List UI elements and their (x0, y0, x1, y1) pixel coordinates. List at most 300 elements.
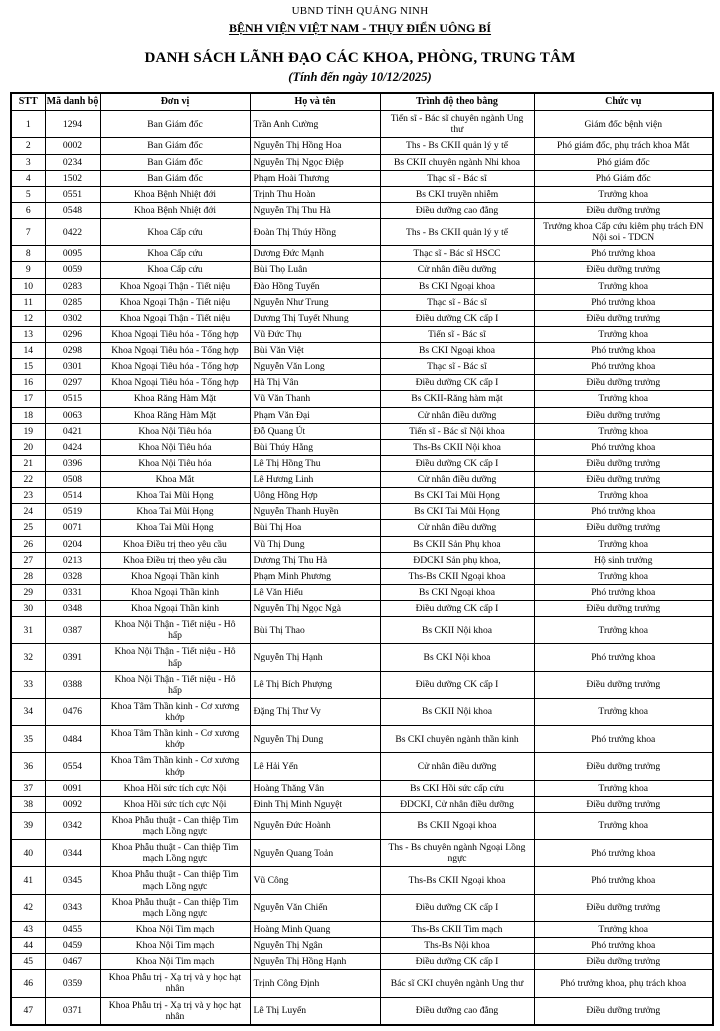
table-body (11, 111, 713, 1025)
cell-ho-va-ten: Đoàn Thị Thúy Hồng (250, 219, 380, 246)
table-row (11, 671, 713, 698)
table-row (11, 840, 713, 867)
cell-trinh-do: Ths-Bs CKII Ngoại khoa (380, 867, 534, 894)
cell-stt: 29 (11, 584, 45, 600)
cell-don-vi: Khoa Nội Thận - Tiết niệu - Hô hấp (100, 644, 250, 671)
cell-stt: 43 (11, 921, 45, 937)
table-row (11, 970, 713, 997)
cell-don-vi: Ban Giám đốc (100, 111, 250, 138)
cell-don-vi: Khoa Ngoại Thận - Tiết niệu (100, 278, 250, 294)
cell-chuc-vu: Điều dưỡng trưởng (534, 796, 713, 812)
page-subtitle: (Tính đến ngày 10/12/2025) (288, 69, 432, 84)
cell-ma-danh-bo: 0204 (45, 536, 100, 552)
table-row (11, 391, 713, 407)
cell-ho-va-ten: Bùi Văn Việt (250, 343, 380, 359)
cell-don-vi: Khoa Điều trị theo yêu cầu (100, 552, 250, 568)
table-row (11, 938, 713, 954)
page-title: DANH SÁCH LÃNH ĐẠO CÁC KHOA, PHÒNG, TRUNG TÂM (144, 49, 576, 66)
cell-ho-va-ten: Nguyễn Quang Toản (250, 840, 380, 867)
table-row (11, 568, 713, 584)
table-row (11, 138, 713, 154)
cell-trinh-do: Thạc sĩ - Bác sĩ HSCC (380, 246, 534, 262)
cell-ho-va-ten: Đỗ Quang Út (250, 423, 380, 439)
cell-trinh-do: Ths-Bs CKII Ngoại khoa (380, 568, 534, 584)
cell-stt: 31 (11, 617, 45, 644)
cell-stt: 42 (11, 894, 45, 921)
cell-trinh-do: Cử nhân điều dưỡng (380, 520, 534, 536)
cell-ho-va-ten: Lê Hương Linh (250, 472, 380, 488)
cell-chuc-vu: Điều dưỡng trưởng (534, 601, 713, 617)
cell-stt: 15 (11, 359, 45, 375)
cell-don-vi: Khoa Điều trị theo yêu cầu (100, 536, 250, 552)
cell-ho-va-ten: Đặng Thị Thư Vy (250, 698, 380, 725)
cell-ho-va-ten: Lê Văn Hiếu (250, 584, 380, 600)
cell-don-vi: Khoa Nội Tim mạch (100, 954, 250, 970)
cell-don-vi: Khoa Phẫu thuật - Can thiệp Tim mạch Lồng ngực (100, 867, 250, 894)
table-row (11, 894, 713, 921)
cell-ho-va-ten: Hoàng Thăng Vân (250, 780, 380, 796)
cell-don-vi: Khoa Ngoại Tiêu hóa - Tổng hợp (100, 326, 250, 342)
cell-don-vi: Khoa Bệnh Nhiệt đới (100, 202, 250, 218)
table-row (11, 584, 713, 600)
cell-trinh-do: Ths - Bs CKII quản lý y tế (380, 138, 534, 154)
cell-trinh-do: Điều dưỡng CK cấp I (380, 954, 534, 970)
cell-ma-danh-bo: 0371 (45, 997, 100, 1025)
cell-stt: 41 (11, 867, 45, 894)
table-row (11, 536, 713, 552)
cell-trinh-do: Điều dưỡng CK cấp I (380, 455, 534, 471)
cell-don-vi: Ban Giám đốc (100, 138, 250, 154)
table-row (11, 423, 713, 439)
cell-ma-danh-bo: 0421 (45, 423, 100, 439)
cell-trinh-do: Điều dưỡng cao đẳng (380, 997, 534, 1025)
cell-don-vi: Khoa Tai Mũi Họng (100, 488, 250, 504)
cell-chuc-vu: Điều dưỡng trưởng (534, 375, 713, 391)
cell-don-vi: Khoa Nội Tiêu hóa (100, 423, 250, 439)
column-header-position: Chức vụ (534, 93, 713, 111)
cell-chuc-vu: Trưởng khoa (534, 698, 713, 725)
table-row (11, 617, 713, 644)
cell-chuc-vu: Trưởng khoa (534, 617, 713, 644)
cell-chuc-vu: Điều dưỡng trưởng (534, 407, 713, 423)
table-row (11, 170, 713, 186)
cell-ho-va-ten: Lê Thị Luyến (250, 997, 380, 1025)
cell-don-vi: Ban Giám đốc (100, 170, 250, 186)
column-header-code: Mã danh bộ (45, 93, 100, 111)
cell-chuc-vu: Trưởng khoa (534, 326, 713, 342)
table-row (11, 753, 713, 780)
cell-ho-va-ten: Trịnh Thu Hoàn (250, 186, 380, 202)
cell-ho-va-ten: Vũ Công (250, 867, 380, 894)
cell-ma-danh-bo: 0476 (45, 698, 100, 725)
cell-ho-va-ten: Bùi Thúy Hằng (250, 439, 380, 455)
cell-trinh-do: Tiến sĩ - Bác sĩ (380, 326, 534, 342)
cell-stt: 34 (11, 698, 45, 725)
cell-trinh-do: Tiến sĩ - Bác sĩ chuyên ngành Ung thư (380, 111, 534, 138)
cell-chuc-vu: Giám đốc bệnh viện (534, 111, 713, 138)
cell-don-vi: Khoa Phẫu thuật - Can thiệp Tim mạch Lồng ngực (100, 812, 250, 839)
cell-don-vi: Khoa Tai Mũi Họng (100, 504, 250, 520)
cell-chuc-vu: Điều dưỡng trưởng (534, 753, 713, 780)
cell-ma-danh-bo: 0388 (45, 671, 100, 698)
cell-chuc-vu: Trưởng khoa (534, 278, 713, 294)
cell-stt: 7 (11, 219, 45, 246)
cell-don-vi: Khoa Ngoại Tiêu hóa - Tổng hợp (100, 359, 250, 375)
cell-ho-va-ten: Trần Anh Cường (250, 111, 380, 138)
cell-ma-danh-bo: 0285 (45, 294, 100, 310)
cell-chuc-vu: Phó trưởng khoa (534, 294, 713, 310)
cell-ma-danh-bo: 0298 (45, 343, 100, 359)
table-row (11, 954, 713, 970)
cell-ma-danh-bo: 0345 (45, 867, 100, 894)
cell-don-vi: Khoa Ngoại Thần kinh (100, 568, 250, 584)
cell-ho-va-ten: Hoàng Minh Quang (250, 921, 380, 937)
cell-don-vi: Ban Giám đốc (100, 154, 250, 170)
cell-stt: 4 (11, 170, 45, 186)
cell-don-vi: Khoa Cấp cứu (100, 262, 250, 278)
cell-ma-danh-bo: 1294 (45, 111, 100, 138)
cell-ma-danh-bo: 0092 (45, 796, 100, 812)
cell-don-vi: Khoa Tâm Thần kinh - Cơ xương khớp (100, 726, 250, 753)
cell-chuc-vu: Phó trưởng khoa (534, 584, 713, 600)
column-header-name: Họ và tên (250, 93, 380, 111)
cell-trinh-do: ĐDCKI, Cử nhân điều dưỡng (380, 796, 534, 812)
cell-chuc-vu: Trưởng khoa (534, 391, 713, 407)
cell-ma-danh-bo: 0331 (45, 584, 100, 600)
cell-stt: 40 (11, 840, 45, 867)
cell-ma-danh-bo: 0422 (45, 219, 100, 246)
cell-stt: 39 (11, 812, 45, 839)
cell-chuc-vu: Trưởng khoa Cấp cứu kiêm phụ trách ĐN Nội soi - TDCN (534, 219, 713, 246)
cell-ma-danh-bo: 0515 (45, 391, 100, 407)
cell-ma-danh-bo: 0455 (45, 921, 100, 937)
table-row (11, 726, 713, 753)
cell-don-vi: Khoa Phẫu trị - Xạ trị và y học hạt nhân (100, 997, 250, 1025)
table-row (11, 407, 713, 423)
cell-ho-va-ten: Nguyễn Thị Dung (250, 726, 380, 753)
cell-chuc-vu: Phó trưởng khoa (534, 343, 713, 359)
cell-ma-danh-bo: 0548 (45, 202, 100, 218)
table-row (11, 375, 713, 391)
cell-stt: 8 (11, 246, 45, 262)
cell-don-vi: Khoa Nội Tiêu hóa (100, 455, 250, 471)
cell-chuc-vu: Điều dưỡng trưởng (534, 455, 713, 471)
cell-stt: 36 (11, 753, 45, 780)
cell-don-vi: Khoa Tâm Thần kinh - Cơ xương khớp (100, 753, 250, 780)
cell-ho-va-ten: Lê Hải Yến (250, 753, 380, 780)
cell-don-vi: Khoa Ngoại Thần kinh (100, 584, 250, 600)
table-row (11, 246, 713, 262)
cell-don-vi: Khoa Ngoại Thần kinh (100, 601, 250, 617)
cell-stt: 6 (11, 202, 45, 218)
cell-ma-danh-bo: 0071 (45, 520, 100, 536)
cell-ma-danh-bo: 0091 (45, 780, 100, 796)
cell-ho-va-ten: Nguyễn Thị Thu Hà (250, 202, 380, 218)
table-row (11, 262, 713, 278)
cell-ho-va-ten: Phạm Hoài Thương (250, 170, 380, 186)
table-row (11, 154, 713, 170)
cell-don-vi: Khoa Mắt (100, 472, 250, 488)
table-row (11, 504, 713, 520)
cell-stt: 19 (11, 423, 45, 439)
cell-trinh-do: Bs CKI Ngoại khoa (380, 584, 534, 600)
table-row (11, 921, 713, 937)
cell-trinh-do: Cử nhân điều dưỡng (380, 753, 534, 780)
table-row (11, 867, 713, 894)
cell-chuc-vu: Phó trưởng khoa, phụ trách khoa (534, 970, 713, 997)
cell-trinh-do: Ths - Bs CKII quản lý y tế (380, 219, 534, 246)
cell-ma-danh-bo: 0508 (45, 472, 100, 488)
table-row (11, 698, 713, 725)
cell-don-vi: Khoa Phẫu thuật - Can thiệp Tim mạch Lồng ngực (100, 840, 250, 867)
cell-stt: 44 (11, 938, 45, 954)
table-row (11, 186, 713, 202)
cell-don-vi: Khoa Nội Thận - Tiết niệu - Hô hấp (100, 617, 250, 644)
table-row (11, 439, 713, 455)
cell-trinh-do: Bs CKI Nội khoa (380, 644, 534, 671)
cell-stt: 9 (11, 262, 45, 278)
cell-trinh-do: Bs CKI Hồi sức cấp cứu (380, 780, 534, 796)
cell-trinh-do: Tiến sĩ - Bác sĩ Nội khoa (380, 423, 534, 439)
table-row (11, 472, 713, 488)
cell-trinh-do: Bs CKII Ngoại khoa (380, 812, 534, 839)
cell-ma-danh-bo: 0002 (45, 138, 100, 154)
table-row (11, 601, 713, 617)
cell-ho-va-ten: Hà Thị Vân (250, 375, 380, 391)
cell-stt: 28 (11, 568, 45, 584)
cell-stt: 16 (11, 375, 45, 391)
cell-don-vi: Khoa Răng Hàm Mặt (100, 391, 250, 407)
cell-ho-va-ten: Bùi Thọ Luân (250, 262, 380, 278)
cell-ma-danh-bo: 0296 (45, 326, 100, 342)
cell-ma-danh-bo: 0391 (45, 644, 100, 671)
cell-ma-danh-bo: 0213 (45, 552, 100, 568)
cell-don-vi: Khoa Răng Hàm Mặt (100, 407, 250, 423)
cell-don-vi: Khoa Nội Tim mạch (100, 938, 250, 954)
cell-chuc-vu: Điều dưỡng trưởng (534, 894, 713, 921)
cell-ho-va-ten: Nguyễn Thanh Huyền (250, 504, 380, 520)
cell-stt: 21 (11, 455, 45, 471)
table-header-row (11, 93, 713, 111)
cell-stt: 45 (11, 954, 45, 970)
cell-stt: 17 (11, 391, 45, 407)
cell-ma-danh-bo: 0283 (45, 278, 100, 294)
cell-chuc-vu: Phó giám đốc (534, 154, 713, 170)
column-header-unit: Đơn vị (100, 93, 250, 111)
cell-ho-va-ten: Đào Hồng Tuyến (250, 278, 380, 294)
cell-ho-va-ten: Trịnh Công Định (250, 970, 380, 997)
cell-trinh-do: Bs CKII chuyên ngành Nhi khoa (380, 154, 534, 170)
cell-ma-danh-bo: 0342 (45, 812, 100, 839)
cell-trinh-do: Ths-Bs CKII Nội khoa (380, 439, 534, 455)
cell-ma-danh-bo: 0234 (45, 154, 100, 170)
cell-ho-va-ten: Dương Đức Mạnh (250, 246, 380, 262)
cell-ma-danh-bo: 0551 (45, 186, 100, 202)
cell-chuc-vu: Phó trưởng khoa (534, 439, 713, 455)
cell-ma-danh-bo: 0095 (45, 246, 100, 262)
cell-chuc-vu: Điều dưỡng trưởng (534, 520, 713, 536)
cell-trinh-do: Ths-Bs CKII Tim mạch (380, 921, 534, 937)
cell-ma-danh-bo: 0459 (45, 938, 100, 954)
cell-don-vi: Khoa Nội Tim mạch (100, 921, 250, 937)
cell-stt: 1 (11, 111, 45, 138)
cell-stt: 20 (11, 439, 45, 455)
cell-trinh-do: Điều dưỡng CK cấp I (380, 375, 534, 391)
cell-don-vi: Khoa Nội Thận - Tiết niệu - Hô hấp (100, 671, 250, 698)
cell-chuc-vu: Trưởng khoa (534, 568, 713, 584)
cell-ma-danh-bo: 0301 (45, 359, 100, 375)
cell-trinh-do: Bs CKII Nội khoa (380, 698, 534, 725)
cell-ma-danh-bo: 0467 (45, 954, 100, 970)
cell-ma-danh-bo: 0297 (45, 375, 100, 391)
cell-trinh-do: Ths-Bs Nội khoa (380, 938, 534, 954)
table-row (11, 644, 713, 671)
cell-ho-va-ten: Nguyễn Thị Ngân (250, 938, 380, 954)
cell-ho-va-ten: Nguyễn Thị Hồng Hoa (250, 138, 380, 154)
cell-ma-danh-bo: 0059 (45, 262, 100, 278)
cell-trinh-do: Bs CKI Tai Mũi Họng (380, 504, 534, 520)
org-name-province: UBND TỈNH QUẢNG NINH (291, 5, 429, 17)
cell-don-vi: Khoa Tâm Thần kinh - Cơ xương khớp (100, 698, 250, 725)
cell-don-vi: Khoa Ngoại Thận - Tiết niệu (100, 294, 250, 310)
cell-chuc-vu: Phó trưởng khoa (534, 246, 713, 262)
cell-don-vi: Khoa Cấp cứu (100, 219, 250, 246)
cell-don-vi: Khoa Hồi sức tích cực Nội (100, 796, 250, 812)
cell-ho-va-ten: Vũ Văn Thanh (250, 391, 380, 407)
cell-ho-va-ten: Dương Thị Thu Hà (250, 552, 380, 568)
cell-stt: 25 (11, 520, 45, 536)
cell-don-vi: Khoa Cấp cứu (100, 246, 250, 262)
leadership-table (10, 92, 714, 1026)
cell-stt: 37 (11, 780, 45, 796)
cell-don-vi: Khoa Ngoại Thận - Tiết niệu (100, 310, 250, 326)
cell-ma-danh-bo: 0519 (45, 504, 100, 520)
table-row (11, 552, 713, 568)
table-row (11, 326, 713, 342)
cell-trinh-do: Thạc sĩ - Bác sĩ (380, 294, 534, 310)
cell-trinh-do: Bs CKI truyền nhiễm (380, 186, 534, 202)
cell-chuc-vu: Phó trưởng khoa (534, 867, 713, 894)
org-name-hospital: BỆNH VIỆN VIỆT NAM - THỤY ĐIỂN UÔNG BÍ (228, 20, 492, 35)
cell-don-vi: Khoa Ngoại Tiêu hóa - Tổng hợp (100, 375, 250, 391)
cell-trinh-do: Bs CKII Nội khoa (380, 617, 534, 644)
cell-trinh-do: ĐDCKI Sản phụ khoa, (380, 552, 534, 568)
cell-ho-va-ten: Nguyễn Văn Chiến (250, 894, 380, 921)
cell-stt: 5 (11, 186, 45, 202)
cell-stt: 2 (11, 138, 45, 154)
cell-ho-va-ten: Nguyễn Đức Hoành (250, 812, 380, 839)
table-row (11, 202, 713, 218)
cell-chuc-vu: Trưởng khoa (534, 186, 713, 202)
cell-ho-va-ten: Nguyễn Như Trung (250, 294, 380, 310)
cell-don-vi: Khoa Bệnh Nhiệt đới (100, 186, 250, 202)
cell-stt: 14 (11, 343, 45, 359)
cell-ma-danh-bo: 0348 (45, 601, 100, 617)
table-row (11, 520, 713, 536)
cell-ho-va-ten: Uông Hồng Hợp (250, 488, 380, 504)
cell-chuc-vu: Điều dưỡng trưởng (534, 472, 713, 488)
cell-ma-danh-bo: 0359 (45, 970, 100, 997)
cell-chuc-vu: Điều dưỡng trưởng (534, 310, 713, 326)
cell-trinh-do: Điều dưỡng CK cấp I (380, 310, 534, 326)
cell-ho-va-ten: Phạm Minh Phương (250, 568, 380, 584)
cell-stt: 33 (11, 671, 45, 698)
cell-trinh-do: Bs CKI Ngoại khoa (380, 343, 534, 359)
cell-ma-danh-bo: 0424 (45, 439, 100, 455)
cell-stt: 24 (11, 504, 45, 520)
cell-chuc-vu: Điều dưỡng trưởng (534, 997, 713, 1025)
cell-chuc-vu: Phó trưởng khoa (534, 644, 713, 671)
cell-ma-danh-bo: 0396 (45, 455, 100, 471)
cell-chuc-vu: Điều dưỡng trưởng (534, 954, 713, 970)
cell-chuc-vu: Phó Giám đốc (534, 170, 713, 186)
cell-ho-va-ten: Nguyễn Thị Ngọc Điệp (250, 154, 380, 170)
cell-stt: 30 (11, 601, 45, 617)
cell-stt: 3 (11, 154, 45, 170)
cell-don-vi: Khoa Phẫu trị - Xạ trị và y học hạt nhân (100, 970, 250, 997)
cell-trinh-do: Bs CKII Sản Phụ khoa (380, 536, 534, 552)
cell-chuc-vu: Phó trưởng khoa (534, 359, 713, 375)
column-header-stt: STT (11, 93, 45, 111)
cell-stt: 46 (11, 970, 45, 997)
cell-stt: 12 (11, 310, 45, 326)
cell-chuc-vu: Phó trưởng khoa (534, 938, 713, 954)
cell-ho-va-ten: Lê Thị Bích Phượng (250, 671, 380, 698)
cell-stt: 35 (11, 726, 45, 753)
cell-trinh-do: Bs CKI chuyên ngành thần kinh (380, 726, 534, 753)
cell-chuc-vu: Điều dưỡng trưởng (534, 202, 713, 218)
cell-chuc-vu: Phó trưởng khoa (534, 504, 713, 520)
cell-trinh-do: Điều dưỡng CK cấp I (380, 894, 534, 921)
cell-ma-danh-bo: 0554 (45, 753, 100, 780)
cell-stt: 22 (11, 472, 45, 488)
cell-ho-va-ten: Vũ Đức Thụ (250, 326, 380, 342)
cell-ma-danh-bo: 1502 (45, 170, 100, 186)
cell-trinh-do: Điều dưỡng CK cấp I (380, 671, 534, 698)
cell-stt: 23 (11, 488, 45, 504)
cell-trinh-do: Thạc sĩ - Bác sĩ (380, 170, 534, 186)
cell-stt: 10 (11, 278, 45, 294)
cell-don-vi: Khoa Hồi sức tích cực Nội (100, 780, 250, 796)
cell-don-vi: Khoa Nội Tiêu hóa (100, 439, 250, 455)
cell-stt: 26 (11, 536, 45, 552)
cell-trinh-do: Cử nhân điều dưỡng (380, 472, 534, 488)
cell-stt: 32 (11, 644, 45, 671)
cell-chuc-vu: Phó giám đốc, phụ trách khoa Mắt (534, 138, 713, 154)
cell-stt: 27 (11, 552, 45, 568)
table-row (11, 359, 713, 375)
cell-ma-danh-bo: 0302 (45, 310, 100, 326)
cell-trinh-do: Ths - Bs chuyên ngành Ngoại Lồng ngực (380, 840, 534, 867)
cell-ho-va-ten: Nguyễn Thị Ngọc Ngà (250, 601, 380, 617)
cell-trinh-do: Bác sĩ CKI chuyên ngành Ung thư (380, 970, 534, 997)
cell-chuc-vu: Trưởng khoa (534, 780, 713, 796)
cell-don-vi: Khoa Tai Mũi Họng (100, 520, 250, 536)
table-row (11, 812, 713, 839)
cell-trinh-do: Điều dưỡng CK cấp I (380, 601, 534, 617)
document-header (0, 5, 720, 85)
cell-ho-va-ten: Phạm Văn Đại (250, 407, 380, 423)
cell-chuc-vu: Hộ sinh trưởng (534, 552, 713, 568)
table-row (11, 796, 713, 812)
table-row (11, 455, 713, 471)
cell-chuc-vu: Trưởng khoa (534, 812, 713, 839)
cell-don-vi: Khoa Phẫu thuật - Can thiệp Tim mạch Lồng ngực (100, 894, 250, 921)
table-row (11, 488, 713, 504)
cell-don-vi: Khoa Ngoại Tiêu hóa - Tổng hợp (100, 343, 250, 359)
column-header-degree: Trình độ theo bằng (380, 93, 534, 111)
cell-ho-va-ten: Đinh Thị Minh Nguyệt (250, 796, 380, 812)
